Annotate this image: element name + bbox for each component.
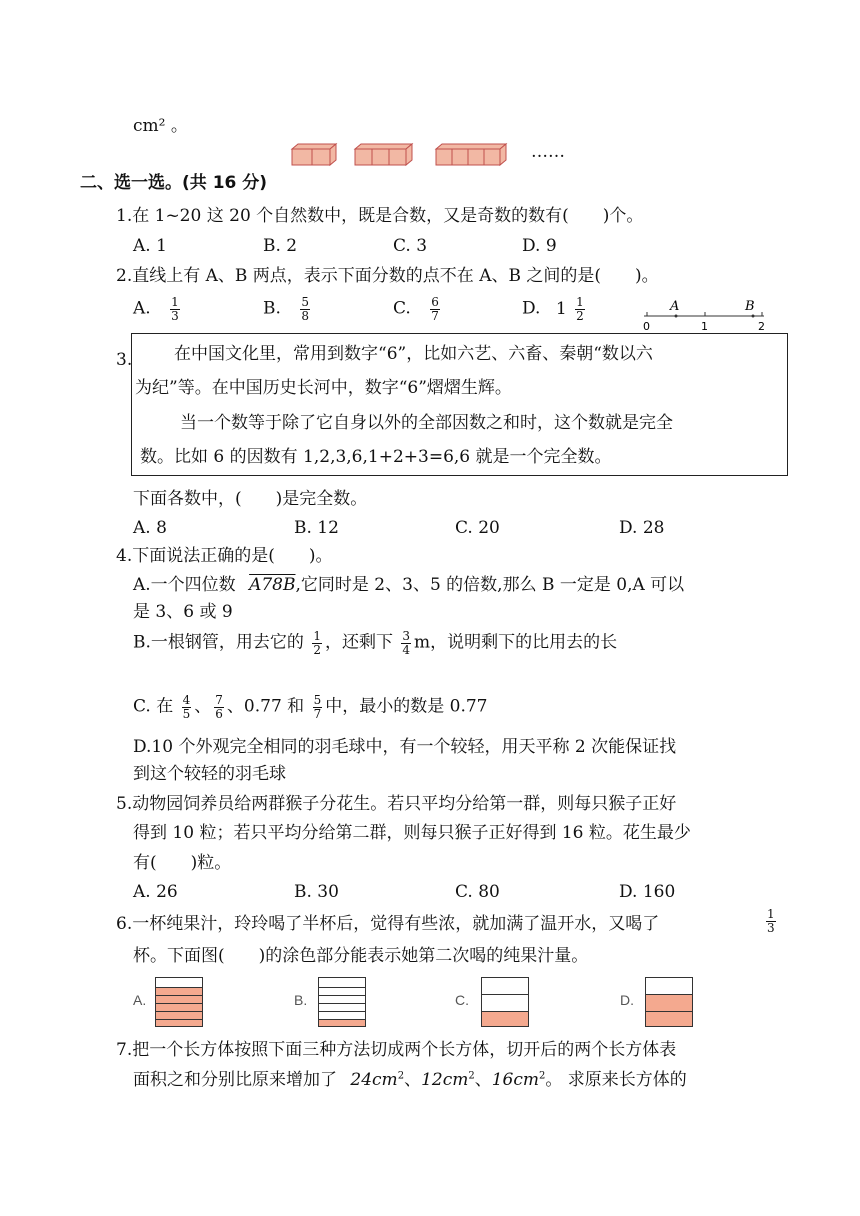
exponent: 2 bbox=[468, 1070, 475, 1082]
q5-line-1: 5.动物园饲养员给两群猴子分花生。若只平均分给第一群，则每只猴子正好 bbox=[116, 794, 677, 814]
denominator: 7 bbox=[313, 706, 322, 721]
numerator: 1 bbox=[313, 629, 321, 643]
q6-glass-c bbox=[481, 977, 529, 1027]
point-a bbox=[675, 315, 678, 318]
q1-stem: 1.在 1~20 这 20 个自然数中，既是合数，又是奇数的数有( )个。 bbox=[116, 206, 644, 226]
text: 。 求原来长方体的 bbox=[545, 1070, 687, 1090]
q3-option-d: D. 28 bbox=[619, 518, 665, 538]
number-line bbox=[638, 296, 778, 332]
tick-label-2: 2 bbox=[758, 320, 765, 332]
denominator: 2 bbox=[313, 642, 321, 657]
ellipsis: …… bbox=[531, 142, 565, 162]
fraction bbox=[430, 296, 440, 322]
text: m，说明剩下的比用去的长 bbox=[414, 632, 618, 653]
q2-option-c bbox=[393, 296, 443, 322]
denominator: 4 bbox=[402, 642, 410, 657]
q6-glass-a bbox=[155, 977, 203, 1027]
numerator: 1 bbox=[171, 295, 179, 309]
fraction bbox=[312, 630, 322, 656]
q6-glass-b bbox=[318, 977, 366, 1027]
fraction bbox=[313, 694, 323, 720]
q5-option-c: C. 80 bbox=[455, 882, 500, 902]
q6-line-1: 6.一杯纯果汁，玲玲喝了半杯后，觉得有些浓，就加满了温开水，又喝了 bbox=[116, 914, 660, 934]
q4-option-c bbox=[133, 694, 487, 720]
q6-fraction bbox=[763, 908, 779, 934]
text: B.一根钢管，用去它的 bbox=[133, 632, 304, 653]
text: 、 bbox=[404, 1070, 422, 1090]
q3-number: 3. bbox=[116, 350, 133, 370]
unit-cm2: cm² 。 bbox=[133, 116, 188, 136]
area-value-2: 12cm bbox=[421, 1070, 469, 1090]
text: A.一个四位数 bbox=[133, 575, 236, 595]
numerator: 5 bbox=[313, 693, 322, 707]
numerator: 1 bbox=[576, 295, 584, 309]
fraction bbox=[300, 296, 310, 322]
text: ，还剩下 bbox=[324, 632, 393, 653]
q1-option-b: B. 2 bbox=[263, 236, 298, 256]
q6-glass-b-label: B. bbox=[294, 992, 308, 1008]
q5-option-d: D. 160 bbox=[619, 882, 676, 902]
denominator: 2 bbox=[576, 308, 584, 323]
fraction bbox=[401, 630, 411, 656]
cube-row-4 bbox=[436, 144, 506, 165]
q4-option-d-line-2: 到这个较轻的羽毛球 bbox=[133, 764, 286, 784]
option-label: B. bbox=[263, 298, 281, 319]
q6-line-2: 杯。下面图( )的涂色部分能表示她第二次喝的纯果汁量。 bbox=[133, 946, 589, 966]
glass-fill bbox=[482, 1011, 528, 1026]
text: 面积之和分别比原来增加了 bbox=[133, 1070, 337, 1090]
text: 中，最小的数是 0.77 bbox=[325, 696, 488, 717]
q3-stem: 下面各数中，( )是完全数。 bbox=[133, 489, 368, 509]
denominator: 3 bbox=[767, 920, 775, 935]
fraction bbox=[575, 296, 585, 322]
tick-label-1: 1 bbox=[701, 320, 708, 332]
q3-box-line-2: 为纪”等。在中国历史长河中，数字“6”熠熠生辉。 bbox=[135, 378, 512, 398]
q6-glass-a-label: A. bbox=[133, 992, 147, 1008]
text: C. 在 bbox=[133, 696, 174, 717]
q3-option-c: C. 20 bbox=[455, 518, 500, 538]
q4-option-d-line-1: D.10 个外观完全相同的羽毛球中，有一个较轻，用天平称 2 次能保证找 bbox=[133, 737, 677, 757]
text: ,它同时是 2、3、5 的倍数,那么 B 一定是 0,A 可以 bbox=[295, 575, 685, 595]
q2-option-a bbox=[133, 296, 183, 322]
denominator: 5 bbox=[182, 706, 191, 721]
option-label: C. bbox=[393, 298, 411, 319]
q4-stem: 4.下面说法正确的是( )。 bbox=[116, 546, 333, 566]
numerator: 4 bbox=[182, 693, 191, 707]
numerator: 5 bbox=[301, 295, 309, 309]
q2-stem: 2.直线上有 A、B 两点，表示下面分数的点不在 A、B 之间的是( )。 bbox=[116, 266, 659, 286]
fraction bbox=[766, 908, 776, 934]
q3-box-line-3: 当一个数等于除了它自身以外的全部因数之和时，这个数就是完全 bbox=[180, 413, 673, 433]
option-label: D. bbox=[522, 298, 541, 319]
glass-fill bbox=[156, 987, 202, 1026]
numerator: 7 bbox=[215, 693, 223, 707]
area-value-1: 24cm bbox=[350, 1070, 398, 1090]
option-label: A. bbox=[133, 298, 151, 319]
q6-glass-d-label: D. bbox=[620, 992, 634, 1008]
text: 、0.77 和 bbox=[226, 696, 305, 717]
q5-line-2: 得到 10 粒；若只平均分给第二群，则每只猴子正好得到 16 粒。花生最少 bbox=[133, 823, 691, 843]
cube-rows-figure bbox=[290, 141, 520, 169]
cube-row-2 bbox=[292, 144, 336, 165]
label-a: A bbox=[670, 299, 680, 314]
denominator: 7 bbox=[431, 308, 439, 323]
numerator: 6 bbox=[431, 295, 439, 309]
fraction bbox=[182, 694, 192, 720]
q4-option-a-line-2: 是 3、6 或 9 bbox=[133, 602, 233, 622]
q3-box-line-4: 数。比如 6 的因数有 1,2,3,6,1+2+3=6,6 就是一个完全数。 bbox=[140, 447, 612, 467]
q7-line-2 bbox=[133, 1070, 687, 1090]
whole-part: 1 bbox=[555, 298, 567, 319]
q5-line-3: 有( )粒。 bbox=[133, 853, 232, 873]
exponent: 2 bbox=[397, 1070, 405, 1082]
q4-option-b bbox=[133, 630, 617, 656]
four-digit-number: A78B bbox=[249, 575, 296, 595]
fraction bbox=[170, 296, 180, 322]
q5-option-a: A. 26 bbox=[133, 882, 178, 902]
label-b: B bbox=[745, 299, 755, 314]
cube-row-3 bbox=[355, 144, 412, 165]
point-b bbox=[752, 315, 755, 318]
text: 、 bbox=[194, 696, 212, 717]
q5-option-b: B. 30 bbox=[294, 882, 339, 902]
exponent: 2 bbox=[539, 1070, 546, 1082]
q3-option-b: B. 12 bbox=[294, 518, 339, 538]
tick-label-0: 0 bbox=[643, 320, 650, 332]
area-value-3: 16cm bbox=[491, 1070, 539, 1090]
denominator: 3 bbox=[171, 308, 179, 323]
q6-glass-d bbox=[645, 977, 693, 1027]
numerator: 1 bbox=[767, 907, 775, 921]
fraction bbox=[214, 694, 224, 720]
q1-option-d: D. 9 bbox=[522, 236, 557, 256]
q3-box-line-1: 在中国文化里，常用到数字“6”，比如六艺、六畜、秦朝“数以六 bbox=[174, 344, 653, 364]
denominator: 6 bbox=[215, 706, 223, 721]
text: 、 bbox=[474, 1070, 492, 1090]
numerator: 3 bbox=[402, 629, 410, 643]
denominator: 8 bbox=[301, 308, 309, 323]
q7-line-1: 7.把一个长方体按照下面三种方法切成两个长方体，切开后的两个长方体表 bbox=[116, 1040, 677, 1060]
q6-glass-c-label: C. bbox=[455, 992, 469, 1008]
q1-option-a: A. 1 bbox=[133, 236, 167, 256]
q3-option-a: A. 8 bbox=[133, 518, 167, 538]
q2-option-d bbox=[522, 296, 588, 322]
section-title: 二、选一选。(共 16 分) bbox=[80, 173, 268, 193]
q4-option-a-line-1 bbox=[133, 575, 684, 595]
q2-option-b bbox=[263, 296, 313, 322]
q1-option-c: C. 3 bbox=[393, 236, 428, 256]
glass-fill bbox=[646, 994, 692, 1026]
glass-fill bbox=[319, 1019, 365, 1026]
